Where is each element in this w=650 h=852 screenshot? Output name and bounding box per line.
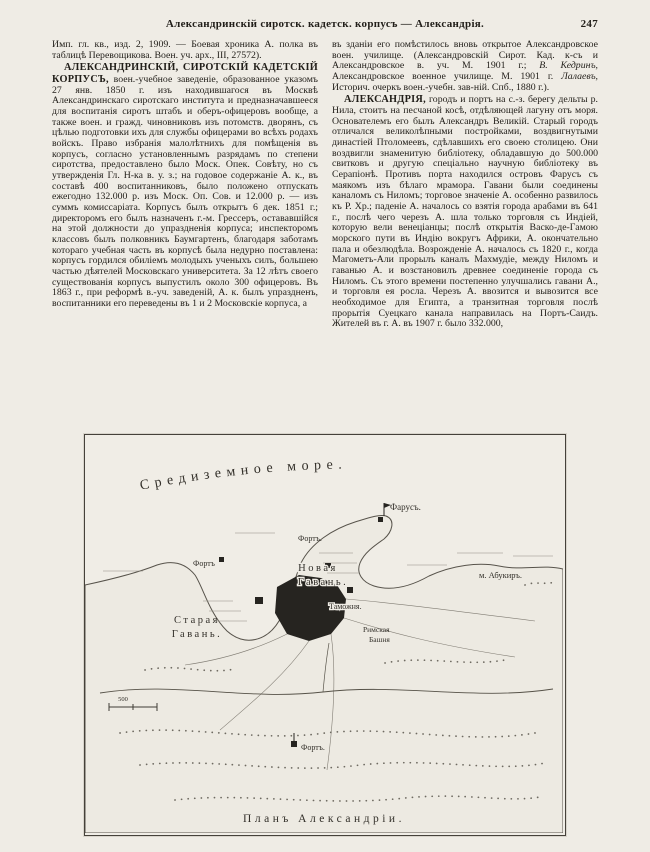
continuation-mid: Александровское военное училище. М. 1901 г. bbox=[332, 71, 562, 83]
city-block bbox=[255, 597, 263, 604]
continuation-post: Историч. очеркъ воен.-учебн. зав-ній. Спб., 1880 г.). bbox=[332, 81, 550, 93]
west-fort-mark bbox=[219, 557, 224, 562]
continuation-paragraph: Имп. гл. кв., изд. 2, 1909. — Боевая хроника А. полка въ таблицѣ Перевощикова. Воен. уч. арх., III, 27572). bbox=[52, 40, 318, 61]
continuation-pre: въ зданіи его помѣстилось вновь открытое Александровское воен. училище. (Александровскій Сирот. Кад. к-съ и Александровское в. уч. М. 1901 г.; bbox=[332, 40, 598, 72]
map-label-abukir: м. Абукиръ. bbox=[479, 570, 523, 580]
author-name-italic-2: Лалаевъ, bbox=[561, 71, 598, 83]
article-alexandria bbox=[332, 94, 598, 330]
article-alexandrinsky bbox=[52, 62, 318, 309]
continuation-paragraph-2 bbox=[332, 40, 598, 93]
right-column bbox=[332, 40, 598, 428]
map-caption: Планъ Александріи. bbox=[243, 813, 405, 825]
running-head bbox=[52, 18, 598, 30]
map-label-farus: Фарусъ. bbox=[390, 502, 421, 512]
map-label-fort-pharos: Фортъ. bbox=[298, 534, 322, 543]
text-columns bbox=[52, 40, 598, 428]
map-label-old-harbor-1: Старая bbox=[174, 615, 220, 626]
page-number: 247 bbox=[580, 18, 598, 30]
map-label-customs: Таможня. bbox=[329, 602, 362, 611]
running-head-title: Александринскій сиротск. кадетск. корпусъ — Александрія. bbox=[165, 18, 485, 30]
map-label-new-harbor-2: Гавань. bbox=[297, 577, 349, 588]
alexandria-map bbox=[84, 434, 566, 836]
map-label-roman-tower-2: Башня bbox=[369, 635, 390, 644]
south-fort-mark bbox=[291, 741, 297, 747]
pharos-fort-mark bbox=[378, 517, 383, 522]
map-label-new-harbor-1: Новая bbox=[298, 563, 338, 574]
left-column bbox=[52, 40, 318, 428]
article-heading: АЛЕКСАНДРИНСКІЙ, СИРОТСКІЙ КАДЕТСКІЙ КОРПУСЪ, bbox=[52, 62, 318, 86]
scale-label: 500 bbox=[118, 696, 128, 703]
map-label-old-harbor-2: Гавань. bbox=[171, 629, 223, 640]
article-body-text-2: городъ и портъ на с.-з. берегу дельты р. Нила, стоитъ на песчаной косѣ, отдѣляющей лагуну отъ моря. Основателемъ его былъ Александръ Великій. Старый городъ отличался великолѣпными постройками, воздвигнутыми династіей Птоломеевъ, сдѣлавшихъ его своею столицею. Они воздвигли знаменитую библіотеку, обладавшую до 500.000 свитковъ и другую спеціально научную библіотеку въ Серапіонѣ. Противъ порта находился островъ Фарусъ съ маякомъ изъ бѣлаго мрамора. Гавани были соединены каналомъ съ Ниломъ; торговое значеніе А. особенно развилось къ Р. Хр.; паденіе А. началось со взятія города арабами въ 641 г., послѣ чего черезъ А. шла только торговля съ Индіей, которую вели венеціанцы; послѣ открытія Васко-де-Гамою морского пути въ Индію вокругъ Африки, А. окончательно пала и обезлюдѣла. Возрожденіе А. началось съ 1820 г., когда Магометъ-Али прорылъ каналъ Махмудіе, между Ниломъ и гаванью А. и возстановилъ древнее соединеніе города съ Ниломъ. Съ этого времени постепенно улучшались гавани А., и торговля ея росла. Черезъ А. ввозится и вывозится все необходимое для Египта, а транзитная торговля послѣ прорытія Суецкаго канала направилась на Портъ-Саидъ. Жителей въ г. А. въ 1907 г. было 332.000, bbox=[332, 94, 598, 330]
author-name-italic: В. Кедринъ, bbox=[539, 60, 598, 72]
map-label-roman-tower-1: Римская bbox=[363, 625, 390, 634]
map-label-fort-south: Фортъ. bbox=[301, 743, 325, 752]
map-drawing bbox=[85, 435, 563, 833]
article-heading-2: АЛЕКСАНДРІЯ, bbox=[344, 94, 426, 106]
sea-label: Средиземное море. bbox=[138, 457, 348, 494]
map-label-fort-west: Фортъ bbox=[193, 559, 215, 568]
article-body-text: воен.-учебное заведеніе, образованное указомъ 27 янв. 1850 г. изъ находившагося въ Москвѣ Александринскаго сиротскаго института и предназначавшееся для воспитанія сиротъ штабъ и оберъ-офицеровъ вообще, а также воен. и гражд. чиновниковъ изъ потомств. дворянъ, съ цѣлью подготовки ихъ для службы офицерами во всѣхъ родахъ войскъ. Право избранія малолѣтнихъ для помѣщенія въ корпусъ, согласно установленнымъ разрядамъ по степени сиротства, предоставлено было Моск. Опек. Совѣту, но съ утвержденія Гл. Н-ка в. у. з.; на годовое содержаніе А. к., въ составѣ 400 воспитанниковъ, было положено отпускать ежегодно 132.000 р. изъ Моск. Оп. Сов. и 12.000 р. — изъ суммъ комиссаріата. Корпусъ былъ открытъ 6 дек. 1851 г.; директоромъ его былъ назначенъ г.-м. Грессеръ, остававшійся на этой должности до упраздненія корпуса; инспекторомъ классовъ былъ полковникъ Баумгартенъ, благодаря заботамъ котораго учебная часть въ корпусѣ была недурно поставлена: корпусъ гордился обиліемъ молодыхъ ученыхъ силъ, большею частью дѣятелей Московскаго университета. За 12 лѣтъ своего существованія корпусъ выпустилъ около 300 офицеровъ. Въ 1863 г., при реформѣ в.-уч. заведеній, А. к. былъ упраздненъ, воспитанники его переведены въ 1 и 2 Московскіе корпуса, а bbox=[52, 74, 318, 310]
